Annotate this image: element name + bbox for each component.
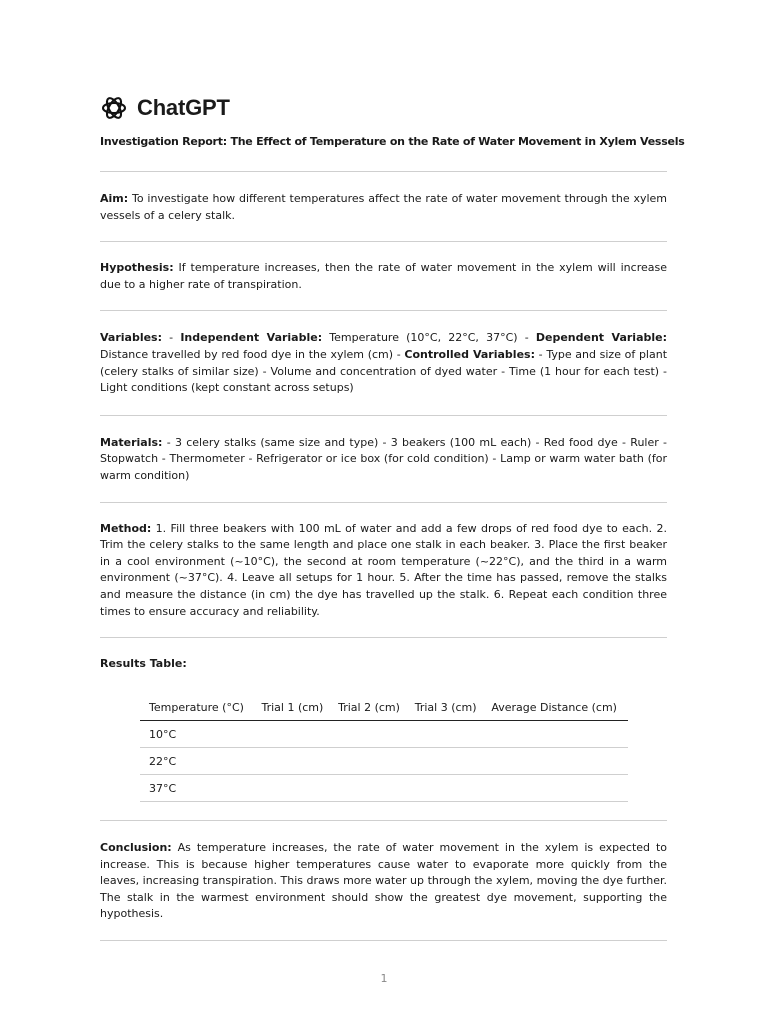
column-header: Trial 2 (cm) bbox=[329, 694, 406, 721]
divider bbox=[100, 502, 667, 503]
table-row bbox=[140, 721, 628, 748]
table-cell bbox=[252, 748, 329, 775]
divider bbox=[100, 940, 667, 941]
controlled-variables-text: - Type and size of plant (celery stalks of similar size) - Volume and concentration of dyed water - Time (1 hour for each test) - Light conditions (kept constant across setups) bbox=[100, 347, 668, 395]
table-cell: 10°C bbox=[140, 721, 252, 748]
brand-name: ChatGPT bbox=[137, 95, 230, 120]
table-cell bbox=[482, 721, 628, 748]
column-header: Trial 3 (cm) bbox=[406, 694, 483, 721]
column-header: Temperature (°C) bbox=[140, 694, 252, 721]
table-header-row bbox=[140, 694, 628, 721]
variables-text: - bbox=[162, 331, 181, 345]
divider bbox=[100, 241, 667, 242]
variables-label: Variables: bbox=[100, 331, 163, 345]
table-cell bbox=[406, 775, 483, 802]
column-header: Average Distance (cm) bbox=[482, 694, 628, 721]
method-paragraph bbox=[100, 521, 667, 621]
variables-paragraph bbox=[100, 330, 667, 396]
table-cell bbox=[329, 775, 406, 802]
table-cell bbox=[252, 721, 329, 748]
table-row bbox=[140, 748, 628, 775]
divider bbox=[100, 415, 667, 416]
conclusion-label: Conclusion: bbox=[100, 841, 172, 855]
table-cell bbox=[406, 721, 483, 748]
divider bbox=[100, 820, 667, 821]
method-text: 1. Fill three beakers with 100 mL of water and add a few drops of red food dye to each. 2. Trim the celery stalks to the same length and place one stalk in each beaker. 3. Place the first beaker in a cool environment (~10°C), the second at room temperature (~22°C), and the third in a warm environment (~37°C). 4. Leave all setups for 1 hour. 5. After the time has passed, remove the stalks and measure the distance (in cm) the dye has travelled up the stalk. 6. Repeat each condition three times to ensure accuracy and reliability. bbox=[100, 521, 667, 618]
materials-paragraph bbox=[100, 435, 667, 485]
materials-section bbox=[100, 435, 667, 485]
hypothesis-paragraph bbox=[100, 260, 667, 293]
divider bbox=[100, 637, 667, 638]
table-cell: 22°C bbox=[140, 748, 252, 775]
document-content bbox=[100, 94, 685, 941]
conclusion-text: As temperature increases, the rate of water movement in the xylem is expected to increase. This is because higher temperatures cause water to evaporate more quickly from the leaves, increasing transpiration. This draws more water up through the xylem, moving the dye further. The stalk in the warmest environment should show the greatest dye movement, supporting the hypothesis. bbox=[100, 841, 667, 921]
results-label: Results Table: bbox=[100, 657, 187, 671]
table-row bbox=[140, 775, 628, 802]
variables-section bbox=[100, 330, 667, 396]
dependent-variable-text: Distance travelled by red food dye in the xylem (cm) - bbox=[100, 347, 405, 361]
table-cell bbox=[482, 748, 628, 775]
aim-paragraph bbox=[100, 191, 667, 224]
materials-text: - 3 celery stalks (same size and type) - 3 beakers (100 mL each) - Red food dye - Ruler - Stopwatch - Thermometer - Refrigerator or ice box (for cold condition) - Lamp or warm water bath (for warm condition) bbox=[100, 435, 667, 482]
hypothesis-label: Hypothesis: bbox=[100, 261, 174, 275]
divider bbox=[100, 310, 667, 311]
hypothesis-section bbox=[100, 260, 667, 293]
conclusion-paragraph bbox=[100, 840, 667, 923]
results-table bbox=[140, 694, 628, 802]
independent-variable-text: Temperature (10°C, 22°C, 37°C) - bbox=[322, 331, 536, 345]
aim-section bbox=[100, 191, 667, 224]
controlled-variables-label: Controlled Variables: bbox=[404, 347, 535, 361]
column-header: Trial 1 (cm) bbox=[252, 694, 329, 721]
openai-logo-icon bbox=[100, 94, 128, 122]
method-label: Method: bbox=[100, 521, 152, 535]
table-cell bbox=[252, 775, 329, 802]
dependent-variable-label: Dependent Variable: bbox=[535, 331, 667, 345]
materials-label: Materials: bbox=[100, 435, 163, 449]
table-cell bbox=[482, 775, 628, 802]
aim-text: To investigate how different temperatures affect the rate of water movement through the xylem vessels of a celery stalk. bbox=[100, 192, 667, 222]
page-number: 1 bbox=[380, 972, 388, 985]
aim-label: Aim: bbox=[100, 192, 129, 205]
hypothesis-text: If temperature increases, then the rate of water movement in the xylem will increase due to a higher rate of transpiration. bbox=[100, 261, 667, 291]
divider bbox=[100, 171, 667, 172]
table-cell bbox=[329, 748, 406, 775]
conclusion-section bbox=[100, 840, 667, 923]
brand-header bbox=[100, 94, 667, 122]
independent-variable-label: Independent Variable: bbox=[180, 331, 323, 345]
table-cell: 37°C bbox=[140, 775, 252, 802]
method-section bbox=[100, 521, 667, 621]
report-title: Investigation Report: The Effect of Temperature on the Rate of Water Movement in Xylem Vessels bbox=[100, 135, 685, 148]
results-section bbox=[100, 656, 667, 802]
table-cell bbox=[329, 721, 406, 748]
table-cell bbox=[406, 748, 483, 775]
